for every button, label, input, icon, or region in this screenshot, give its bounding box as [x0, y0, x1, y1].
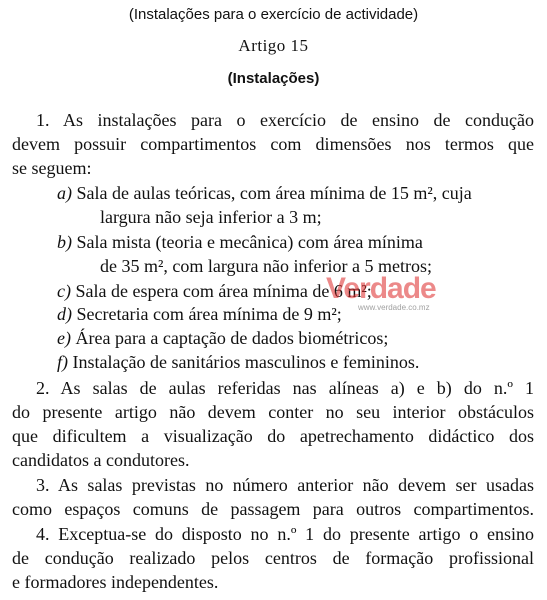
list-item-b [57, 230, 534, 254]
item-marker: f) [57, 352, 68, 372]
paragraph-4-line: e formadores independentes. [12, 572, 219, 592]
article-subtitle: (Instalações para o exercício de actividade) [128, 6, 419, 23]
watermark-text: Verdade [326, 272, 436, 305]
item-text: Secretaria com área mínima de 9 m²; [76, 304, 342, 324]
paragraph-4-line: de condução realizado pelos centros de formação profissional [12, 548, 534, 568]
item-text: Instalação de sanitários masculinos e femininos. [72, 352, 420, 372]
list-item-e [57, 326, 534, 350]
watermark-url: www.verdade.co.mz [358, 303, 430, 312]
paragraph-3-line: como espaços comuns de passagem para outros compartimentos. [12, 499, 534, 519]
paragraph-2-line: candidatos a condutores. [12, 450, 190, 470]
article-heading: (Instalações) [227, 70, 320, 87]
article-number: Artigo 15 [238, 36, 309, 55]
paragraph-3-line: 3. As salas previstas no número anterior não devem ser usadas [36, 475, 534, 495]
paragraph-1-line: devem possuir compartimentos com dimensões nos termos que [12, 134, 534, 154]
paragraph-2-line: 2. As salas de aulas referidas nas alíneas a) e b) do n.º 1 [36, 378, 534, 398]
list-item-a-continuation: largura não seja inferior a 3 m; [100, 207, 322, 227]
item-marker: c) [57, 281, 71, 301]
list-item-a [57, 181, 534, 205]
item-marker: a) [57, 183, 72, 203]
paragraph-2-line: que dificultem a visualização do apetrechamento didáctico dos [12, 426, 534, 446]
item-marker: b) [57, 232, 72, 252]
item-marker: d) [57, 304, 72, 324]
paragraph-2-line: do presente artigo não devem conter no seu interior obstáculos [12, 402, 534, 422]
item-text: Sala de espera com área mínima de 6 m²; [75, 281, 372, 301]
list-item-b-continuation: de 35 m², com largura não inferior a 5 metros; [100, 256, 432, 276]
item-marker: e) [57, 328, 71, 348]
item-text: Área para a captação de dados biométricos; [75, 328, 389, 348]
paragraph-1-line: 1. As instalações para o exercício de ensino de condução [36, 110, 534, 130]
verdade-watermark-logo [320, 272, 470, 318]
item-text: Sala de aulas teóricas, com área mínima de 15 m², cuja [76, 183, 472, 203]
paragraph-1-line: se seguem: [12, 158, 92, 178]
list-item-f [57, 350, 534, 374]
paragraph-4-line: 4. Exceptua-se do disposto no n.º 1 do presente artigo o ensino [36, 524, 534, 544]
item-text: Sala mista (teoria e mecânica) com área mínima [76, 232, 423, 252]
